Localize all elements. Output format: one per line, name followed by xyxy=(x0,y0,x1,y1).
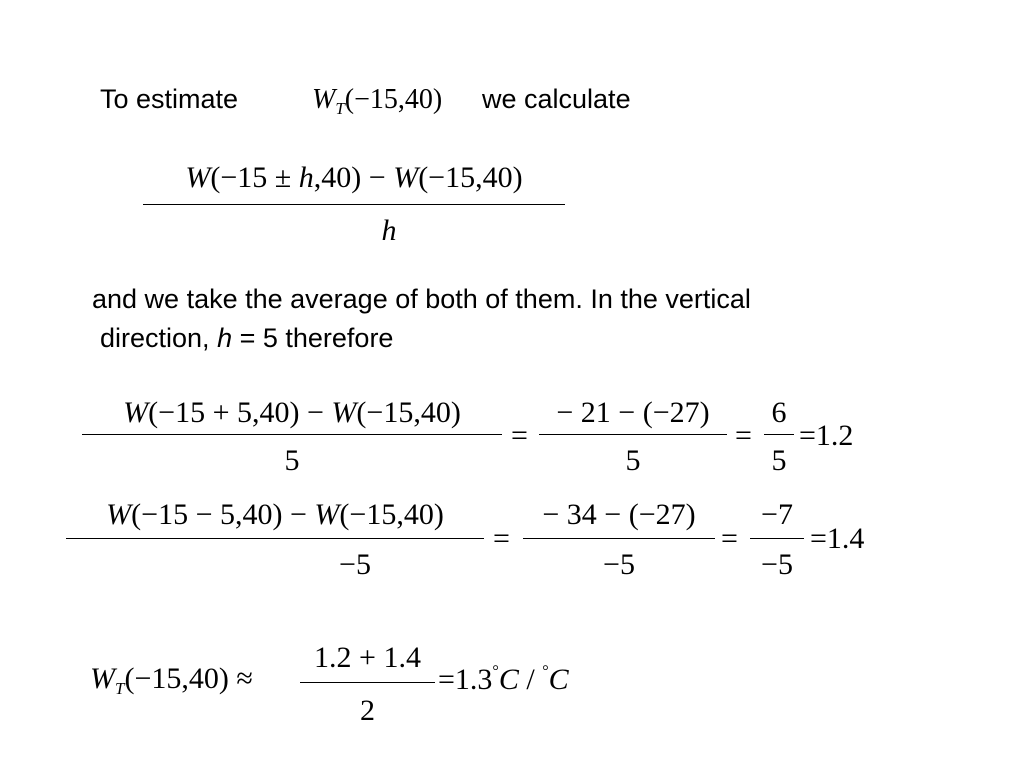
w-symbol: W xyxy=(106,498,132,531)
w-symbol: W xyxy=(393,161,419,194)
eq-minus-result: =1.4 xyxy=(810,522,865,555)
fraction-bar xyxy=(143,204,565,205)
final-numerator: 1.2 + 1.4 xyxy=(314,641,421,674)
numerator-part: (−15,40) xyxy=(339,498,444,531)
fraction-bar xyxy=(66,538,484,539)
h-symbol: h xyxy=(217,323,233,353)
equals-sign: = xyxy=(721,522,738,555)
difference-quotient-numerator xyxy=(143,163,565,193)
degree-symbol: ° xyxy=(542,663,549,680)
w-symbol: W xyxy=(90,662,115,695)
final-fraction xyxy=(300,640,435,740)
fraction-bar xyxy=(300,682,435,683)
equals-sign: = xyxy=(511,419,528,452)
numerator-part: (−15 + 5,40) − xyxy=(148,396,332,429)
intro-wt-expression xyxy=(312,86,442,117)
w-symbol: W xyxy=(185,161,211,194)
w-symbol: W xyxy=(314,498,340,531)
paragraph-text: = 5 therefore xyxy=(232,323,394,353)
fraction-bar xyxy=(764,434,794,435)
celsius-unit: C xyxy=(498,663,519,696)
numerator-part: (−15 − 5,40) − xyxy=(131,498,315,531)
eq-minus-fraction-3 xyxy=(750,496,804,586)
eq-minus-fraction-2 xyxy=(523,496,715,586)
eq-plus-fraction-2 xyxy=(539,394,727,484)
eq-minus-fraction-1 xyxy=(66,496,484,586)
t-subscript: T xyxy=(115,679,125,698)
eq-plus-denominator-3: 5 xyxy=(771,444,787,477)
eq-minus-denominator-2: −5 xyxy=(603,548,635,581)
intro-text-to-estimate: To estimate xyxy=(100,84,239,114)
eq-plus-result: =1.2 xyxy=(799,419,854,452)
eq-minus-numerator-3: −7 xyxy=(761,498,793,531)
eq-plus-fraction-3 xyxy=(764,394,794,484)
intro-text-we-calculate: we calculate xyxy=(482,84,631,114)
final-result xyxy=(438,664,569,695)
eq-minus-numerator-1 xyxy=(66,500,484,530)
paragraph-line-1: and we take the average of both of them. In the vertical xyxy=(92,284,751,314)
numerator-part: ,40) − xyxy=(313,161,394,194)
equals-sign: = xyxy=(735,419,752,452)
eq-plus-denominator-2: 5 xyxy=(625,444,641,477)
paragraph-line-2 xyxy=(100,323,393,354)
numerator-part: (−15 ± xyxy=(210,161,299,194)
numerator-part: (−15,40) xyxy=(356,396,461,429)
celsius-unit: C xyxy=(548,663,569,696)
wt-args: (−15,40) ≈ xyxy=(124,662,253,695)
difference-quotient-denominator: h xyxy=(381,214,397,247)
eq-minus-denominator-1: −5 xyxy=(339,548,371,581)
paragraph-text: direction, xyxy=(100,323,218,353)
w-symbol: W xyxy=(331,396,357,429)
fraction-bar xyxy=(750,538,804,539)
fraction-bar xyxy=(82,434,502,435)
slash: / xyxy=(518,663,543,696)
difference-quotient xyxy=(143,160,565,250)
t-subscript: T xyxy=(335,99,345,118)
eq-minus-numerator-2: − 34 − (−27) xyxy=(542,498,696,531)
eq-plus-numerator-3: 6 xyxy=(771,396,787,429)
wt-args: (−15,40) xyxy=(344,84,443,115)
fraction-bar xyxy=(539,434,727,435)
eq-minus-denominator-3: −5 xyxy=(761,548,793,581)
fraction-bar xyxy=(523,538,715,539)
equals-sign: = xyxy=(493,522,510,555)
degree-symbol: ° xyxy=(492,663,499,680)
final-value: =1.3 xyxy=(438,663,493,696)
w-symbol: W xyxy=(123,396,149,429)
h-symbol: h xyxy=(298,161,314,194)
numerator-part: (−15,40) xyxy=(418,161,523,194)
eq-plus-fraction-1 xyxy=(82,394,502,484)
eq-plus-numerator-2: − 21 − (−27) xyxy=(556,396,710,429)
final-wt-expression xyxy=(90,664,253,697)
eq-plus-denominator-1: 5 xyxy=(284,444,300,477)
w-symbol: W xyxy=(312,84,336,115)
final-denominator: 2 xyxy=(360,694,375,727)
eq-plus-numerator-1 xyxy=(82,398,502,428)
